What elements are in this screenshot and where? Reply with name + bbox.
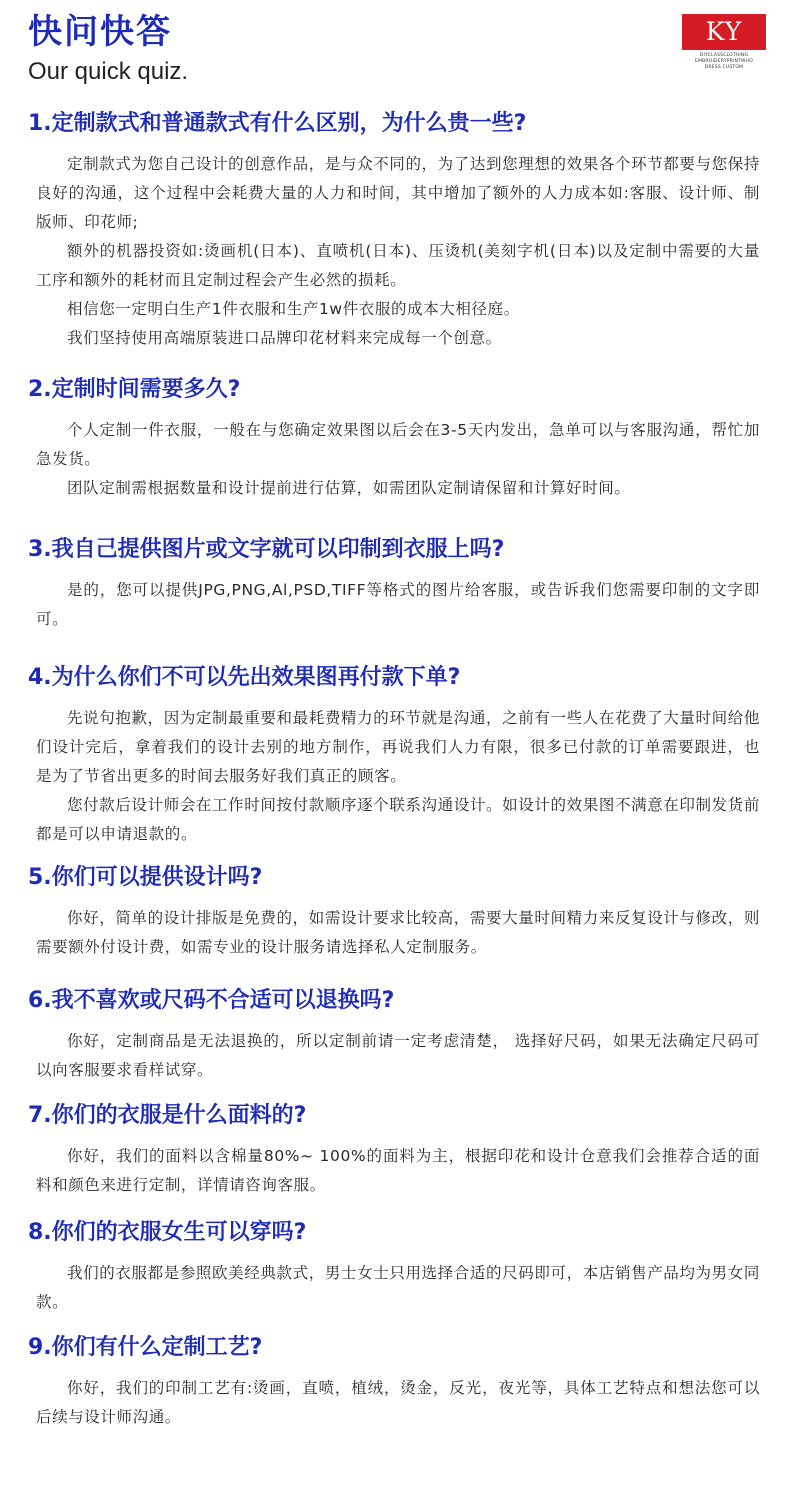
faq-question: 3.我自己提供图片或文字就可以印制到衣服上吗? — [28, 537, 505, 562]
answer-paragraph: 先说句抱歉，因为定制最重要和最耗费精力的环节就是沟通，之前有一些人在花费了大量时间给他们设计完后，拿着我们的设计去别的地方制作，再说我们人力有限，很多已付款的订单需要跟进，也是为了节省出更多的时间去服务好我们真正的顾客。 — [36, 709, 760, 785]
logo-tagline-1: DIYCLASSCLOTHING — [699, 53, 749, 58]
answer-paragraph: 个人定制一件衣服，一般在与您确定效果图以后会在3-5天内发出，急单可以与客服沟通，帮忙加急发货。 — [36, 421, 760, 468]
faq-question: 7.你们的衣服是什么面料的? — [28, 1103, 307, 1128]
page-subtitle: Our quick quiz. — [28, 58, 189, 85]
page-header — [0, 0, 790, 95]
logo-letters: KY — [705, 17, 743, 46]
faq-answer — [28, 1259, 768, 1317]
answer-paragraph: 你好，我们的印制工艺有:烫画，直喷，植绒，烫金，反光，夜光等，具体工艺特点和想法您可以后续与设计师沟通。 — [36, 1379, 760, 1426]
faq-answer — [28, 904, 768, 962]
faq-question: 1.定制款式和普通款式有什么区别，为什么贵一些? — [28, 111, 527, 136]
logo-tagline-2: EMBROIDERYPRINTWHO — [695, 59, 753, 64]
faq-item-7 — [28, 1100, 768, 1200]
faq-question: 9.你们有什么定制工艺? — [28, 1335, 263, 1360]
faq-item-1 — [28, 108, 768, 353]
answer-paragraph: 额外的机器投资如:烫画机(日本)、直喷机(日本)、压烫机(美刻字机(日本)以及定制中需要的大量工序和额外的耗材而且定制过程会产生必然的损耗。 — [36, 242, 760, 289]
faq-item-8 — [28, 1217, 768, 1317]
brand-logo — [682, 14, 766, 70]
page-title: 快问快答 — [28, 12, 172, 52]
answer-paragraph: 你好，我们的面料以含棉量80%~ 100%的面料为主，根据印花和设计仓意我们会推荐合适的面料和颜色来进行定制，详情请咨询客服。 — [36, 1147, 760, 1194]
answer-paragraph: 我们的衣服都是参照欧美经典款式，男士女士只用选择合适的尺码即可，本店销售产品均为男女同款。 — [36, 1264, 760, 1311]
faq-item-9 — [28, 1332, 768, 1432]
faq-answer — [28, 1027, 768, 1085]
answer-paragraph: 您付款后设计师会在工作时间按付款顺序逐个联系沟通设计。如设计的效果图不满意在印制发货前都是可以申请退款的。 — [36, 796, 760, 843]
faq-item-2 — [28, 374, 768, 503]
logo-tagline-3: DRESS CUSTOM — [704, 65, 744, 70]
faq-item-4 — [28, 662, 768, 849]
faq-item-3 — [28, 534, 768, 634]
faq-question: 6.我不喜欢或尺码不合适可以退换吗? — [28, 988, 395, 1013]
faq-answer — [28, 150, 768, 353]
faq-answer — [28, 1374, 768, 1432]
answer-paragraph: 定制款式为您自己设计的创意作品，是与众不同的，为了达到您理想的效果各个环节都要与您保持良好的沟通，这个过程中会耗费大量的人力和时间，其中增加了额外的人力成本如:客服、设计师、制版师、印花师; — [36, 155, 760, 231]
answer-paragraph: 你好，定制商品是无法退换的，所以定制前请一定考虑清楚， 选择好尺码，如果无法确定尺码可以向客服要求看样试穿。 — [36, 1032, 760, 1079]
faq-question: 5.你们可以提供设计吗? — [28, 865, 263, 890]
answer-paragraph: 相信您一定明白生产1件衣服和生产1w件衣服的成本大相径庭。 — [67, 300, 520, 318]
faq-question: 8.你们的衣服女生可以穿吗? — [28, 1220, 307, 1245]
answer-paragraph: 团队定制需根据数量和设计提前进行估算，如需团队定制请保留和计算好时间。 — [67, 479, 631, 497]
faq-question: 2.定制时间需要多久? — [28, 377, 241, 402]
faq-answer — [28, 1142, 768, 1200]
faq-item-6 — [28, 985, 768, 1085]
faq-answer — [28, 416, 768, 503]
faq-answer — [28, 704, 768, 849]
answer-paragraph: 是的，您可以提供JPG,PNG,Al,PSD,TIFF等格式的图片给客服，或告诉我们您需要印制的文字即可。 — [36, 581, 760, 628]
faq-answer — [28, 576, 768, 634]
faq-item-5 — [28, 862, 768, 962]
answer-paragraph: 我们坚持使用高端原装进口品牌印花材料来完成每一个创意。 — [67, 329, 502, 347]
faq-question: 4.为什么你们不可以先出效果图再付款下单? — [28, 665, 461, 690]
answer-paragraph: 你好，简单的设计排版是免费的，如需设计要求比较高，需要大量时间精力来反复设计与修改，则需要额外付设计费，如需专业的设计服务请选择私人定制服务。 — [36, 909, 760, 956]
